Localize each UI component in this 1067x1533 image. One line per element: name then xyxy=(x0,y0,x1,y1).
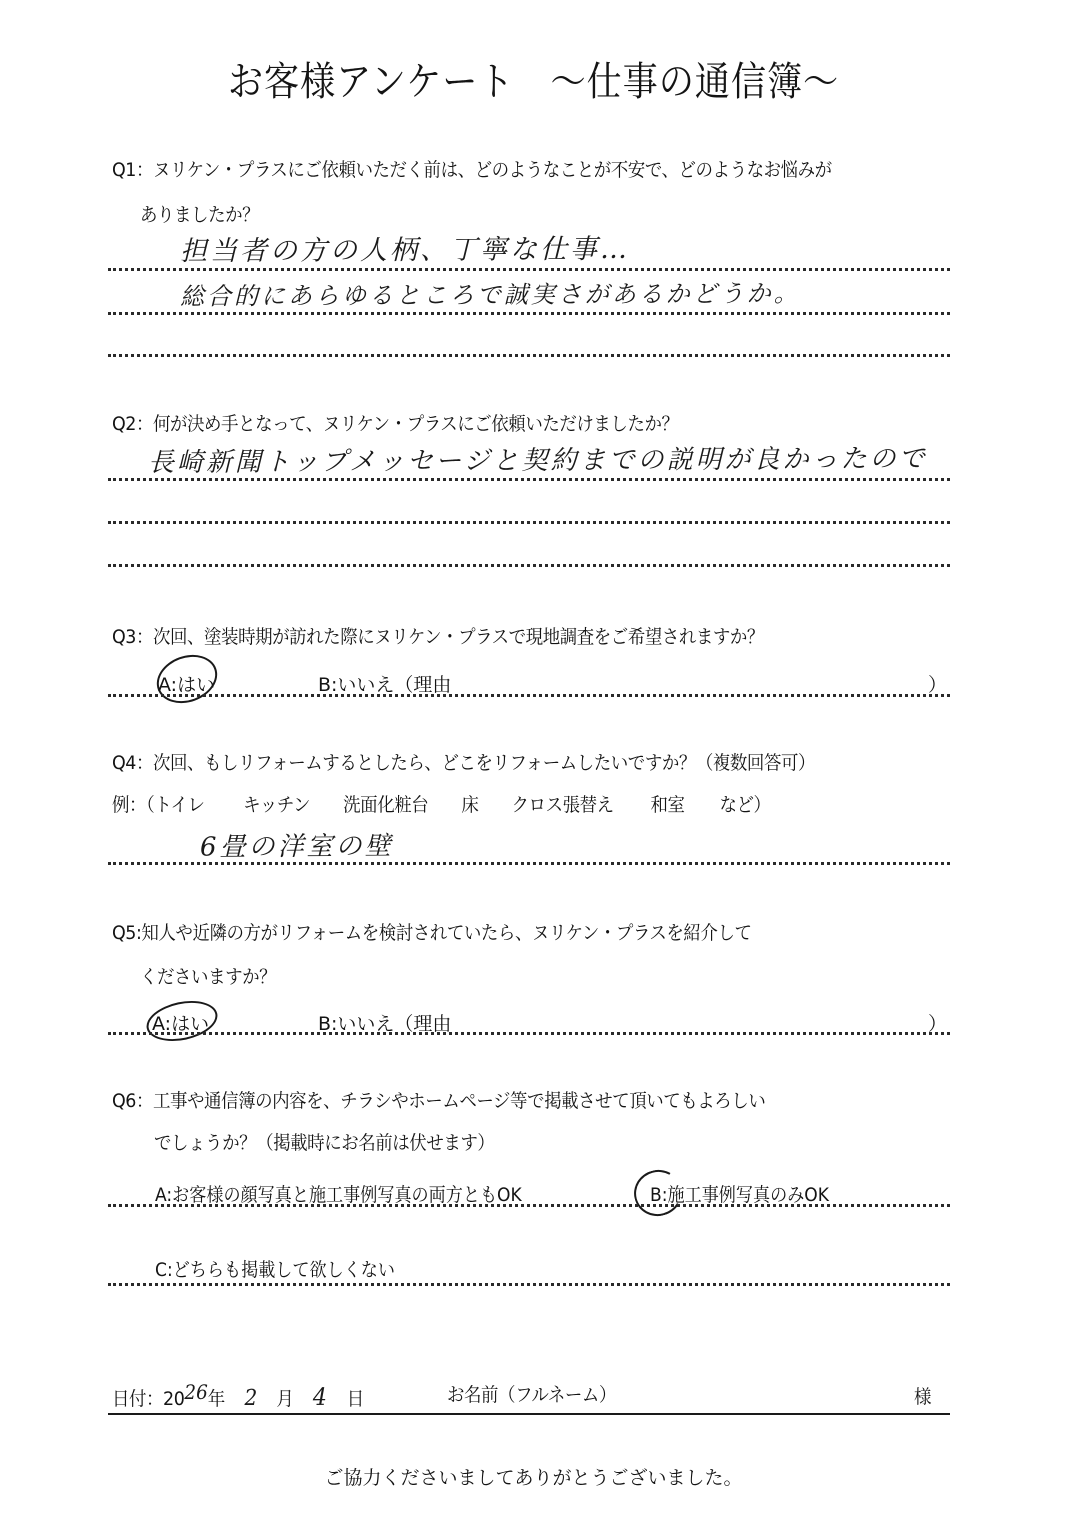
q5-question-line2: くださいますか？ xyxy=(140,966,277,988)
q6-question-line1: Q6：工事や通信簿の内容を、チラシやホームページ等で掲載させて頂いてもよろしい xyxy=(112,1090,766,1112)
footer-underline xyxy=(108,1413,950,1415)
q4-example-item: 洗面化粧台 xyxy=(343,794,429,816)
year-handwritten[interactable]: 26 xyxy=(184,1380,208,1404)
q5-close-paren: ） xyxy=(928,1013,948,1035)
q4-question: Q4：次回、もしリフォームするとしたら、どこをリフォームしたいですか？（複数回答可） xyxy=(112,752,816,774)
year-label: 年 xyxy=(207,1388,225,1410)
q4-example-item: トイレ xyxy=(154,794,205,816)
name-label: お名前（フルネーム） xyxy=(447,1384,616,1406)
q4-example-item: など） xyxy=(719,794,771,816)
survey-title: お客様アンケート ～仕事の通信簿～ xyxy=(227,59,840,105)
q2-answer-line-2 xyxy=(108,521,950,524)
q3-option-a[interactable]: A:はい xyxy=(158,674,216,696)
date-label: 日付：20 xyxy=(112,1388,185,1410)
q2-answer[interactable]: 長崎新聞トップメッセージと契約までの説明が良かったので xyxy=(147,443,928,479)
name-input-area[interactable] xyxy=(640,1376,905,1406)
q4-example-item: 和室 xyxy=(650,794,685,816)
q5-option-b[interactable]: B:いいえ（理由 xyxy=(318,1013,452,1035)
q1-answer-line-2 xyxy=(108,312,950,315)
month-label: 月 xyxy=(276,1388,294,1410)
q1-answer-line-3 xyxy=(108,354,950,357)
day-handwritten[interactable]: 4 xyxy=(312,1382,328,1412)
q3-question: Q3：次回、塗装時期が訪れた際にヌリケン・プラスで現地調査をご希望されますか？ xyxy=(112,626,764,648)
q5-option-a[interactable]: A:はい xyxy=(152,1013,210,1035)
q4-example-item: キッチン xyxy=(243,794,311,816)
q3-close-paren: ） xyxy=(928,674,948,696)
q1-answer-line1[interactable]: 担当者の方の人柄、丁寧な仕事… xyxy=(179,233,631,268)
q4-examples xyxy=(112,790,771,817)
day-label: 日 xyxy=(346,1388,364,1410)
q1-answer-line-1 xyxy=(108,268,950,271)
q3-option-b[interactable]: B:いいえ（理由 xyxy=(318,674,452,696)
q2-answer-line-1 xyxy=(108,478,950,481)
q2-question: Q2：何が決め手となって、ヌリケン・プラスにご依頼いただけましたか？ xyxy=(112,413,679,435)
q3-answer-line xyxy=(108,694,950,697)
q4-answer[interactable]: 6畳の洋室の壁 xyxy=(199,831,394,863)
date-field xyxy=(112,1380,364,1411)
month-handwritten[interactable]: 2 xyxy=(244,1385,258,1412)
q6-option-line-2 xyxy=(108,1283,950,1286)
q5-question-line1: Q5:知人や近隣の方がリフォームを検討されていたら、ヌリケン・プラスを紹介して xyxy=(112,922,752,944)
q6-question-line2: でしょうか？（掲載時にお名前は伏せます） xyxy=(154,1132,495,1154)
honorific-sama: 様 xyxy=(914,1386,932,1408)
q6-option-c[interactable]: C:どちらも掲載して欲しくない xyxy=(155,1259,396,1281)
closing-message: ご協力くださいましてありがとうございました。 xyxy=(324,1467,743,1489)
q1-answer-line2[interactable]: 総合的にあらゆるところで誠実さがあるかどうか。 xyxy=(179,279,801,311)
q1-question-line1: Q1：ヌリケン・プラスにご依頼いただく前は、どのようなことが不安で、どのようなお悩みが xyxy=(112,159,832,181)
q1-question-line2: ありましたか？ xyxy=(140,204,260,226)
q4-answer-line xyxy=(108,862,950,865)
q4-example-item: クロス張替え xyxy=(511,794,614,816)
q4-examples-prefix: 例：（ xyxy=(112,794,155,816)
q5-answer-line xyxy=(108,1032,950,1035)
q6-option-line-1 xyxy=(108,1204,950,1207)
q6-option-a[interactable]: A:お客様の顔写真と施工事例写真の両方ともOK xyxy=(155,1184,522,1206)
q4-example-item: 床 xyxy=(461,794,479,816)
q6-option-b[interactable]: B:施工事例写真のみOK xyxy=(650,1184,829,1206)
q2-answer-line-3 xyxy=(108,564,950,567)
